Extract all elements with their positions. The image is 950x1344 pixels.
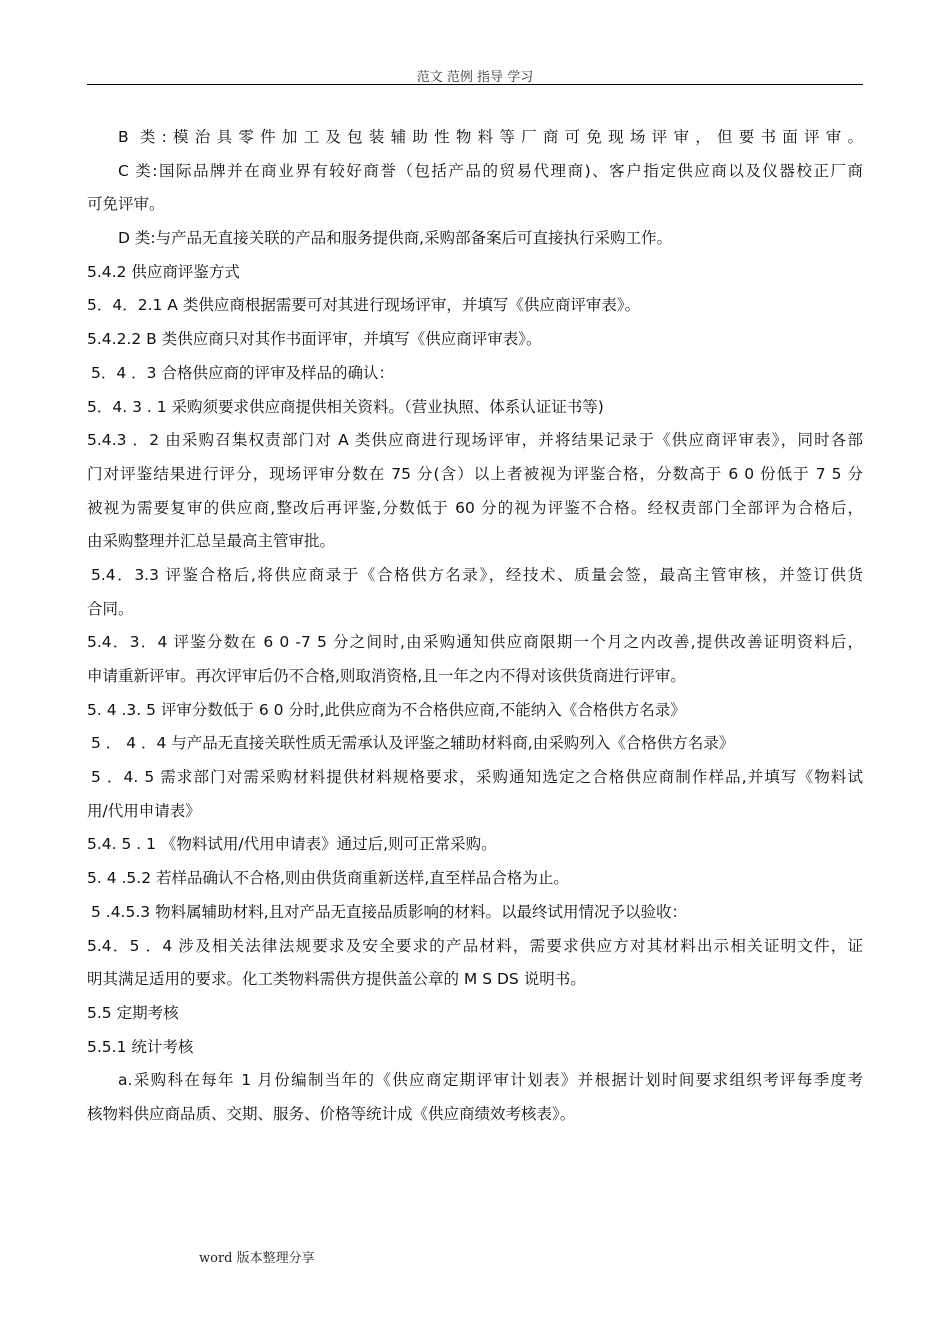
paragraph-line: 明其满足适用的要求。化工类物料需供方提供盖公章的 M S DS 说明书。 [87, 970, 586, 989]
paragraph-line: 5.4．5 ．4 涉及相关法律法规要求及安全要求的产品材料，需要求供应方对其材料出示相关证明文件，证 [87, 936, 863, 955]
paragraph-line: 5.4.3 ．2 由采购召集权责部门对 A 类供应商进行现场评审，并将结果记录于《供应商评审表》，同时各部 [87, 431, 863, 450]
paragraph-line: 被视为需要复审的供应商,整改后再评鉴,分数低于 60 分的视为评鉴不合格。经权责部门全部评为合格后， [87, 498, 863, 517]
paragraph-line: 5.4.2.2 B 类供应商只对其作书面评审，并填写《供应商评审表》。 [87, 330, 542, 349]
paragraph-line: 可免评审。 [87, 195, 165, 214]
section-heading: 5.5.1 统计考核 [87, 1037, 194, 1056]
section-heading: 5.4.2 供应商评鉴方式 [87, 262, 240, 281]
paragraph-line: 核物料供应商品质、交期、服务、价格等统计成《供应商绩效考核表》。 [87, 1104, 576, 1123]
paragraph-line: 5 .4.5.3 物料属辅助材料,且对产品无直接品质影响的材料。以最终试用情况予以验收： [91, 902, 688, 921]
page-footer: word 版本整理分享 [199, 1251, 315, 1266]
paragraph-line: 5.4．3.3 评鉴合格后,将供应商录于《合格供方名录》，经技术、质量会签，最高主管审核，并签订供货 [91, 565, 863, 584]
paragraph-line: 5. 4 .3. 5 评审分数低于 6 0 分时,此供应商为不合格供应商,不能纳入《合格供方名录》 [87, 700, 686, 719]
page-header: 范文 范例 指导 学习 [416, 70, 534, 85]
paragraph-line: 用/代用申请表》 [87, 801, 201, 820]
paragraph-line: 5. 4 .5.2 若样品确认不合格,则由供货商重新送样,直至样品合格为止。 [87, 869, 569, 888]
paragraph-line: 5.4．3．4 评鉴分数在 6 0 -7 5 分之间时,由采购通知供应商限期一个月之内改善,提供改善证明资料后， [87, 633, 863, 652]
paragraph-line: 5.4. 5 . 1 《物料试用/代用申请表》通过后,则可正常采购。 [87, 835, 497, 854]
section-heading: 5．4 ．3 合格供应商的评审及样品的确认： [91, 363, 394, 382]
document-body [87, 121, 863, 1132]
paragraph-line: 5．4．2.1 A 类供应商根据需要可对其进行现场评审，并填写《供应商评审表》。 [87, 296, 641, 315]
paragraph-line: 门对评鉴结果进行评分，现场评审分数在 75 分(含）以上者被视为评鉴合格，分数高于 6 0 份低于 7 5 分 [87, 464, 863, 483]
paragraph-line: 申请重新评审。再次评审后仍不合格,则取消资格,且一年之内不得对该供货商进行评审。 [87, 667, 686, 685]
paragraph-line: 合同。 [87, 599, 134, 618]
paragraph-line: B 类:模治具零件加工及包装辅助性物料等厂商可免现场评审，但要书面评审。 [118, 128, 863, 146]
header-divider [87, 84, 863, 85]
paragraph-line: a.采购科在每年 1 月份编制当年的《供应商定期评审计划表》并根据计划时间要求组织考评每季度考 [118, 1071, 863, 1090]
paragraph-line: D 类:与产品无直接关联的产品和服务提供商,采购部备案后可直接执行采购工作。 [118, 229, 673, 248]
paragraph-line: 5 ． 4 ．4 与产品无直接关联性质无需承认及评鉴之辅助材料商,由采购列入《合格供方名录》 [91, 734, 735, 753]
paragraph-line: 5 ．4. 5 需求部门对需采购材料提供材料规格要求，采购通知选定之合格供应商制作样品,并填写《物料试 [91, 768, 863, 787]
paragraph-line: C 类:国际品牌并在商业界有较好商誉（包括产品的贸易代理商)、客户指定供应商以及仪器校正厂商 [118, 161, 863, 180]
paragraph-line: 由采购整理并汇总呈最高主管审批。 [87, 532, 336, 551]
paragraph-line: 5．4. 3 . 1 采购须要求供应商提供相关资料。（营业执照、体系认证证书等) [87, 397, 604, 416]
section-heading: 5.5 定期考核 [87, 1003, 179, 1022]
